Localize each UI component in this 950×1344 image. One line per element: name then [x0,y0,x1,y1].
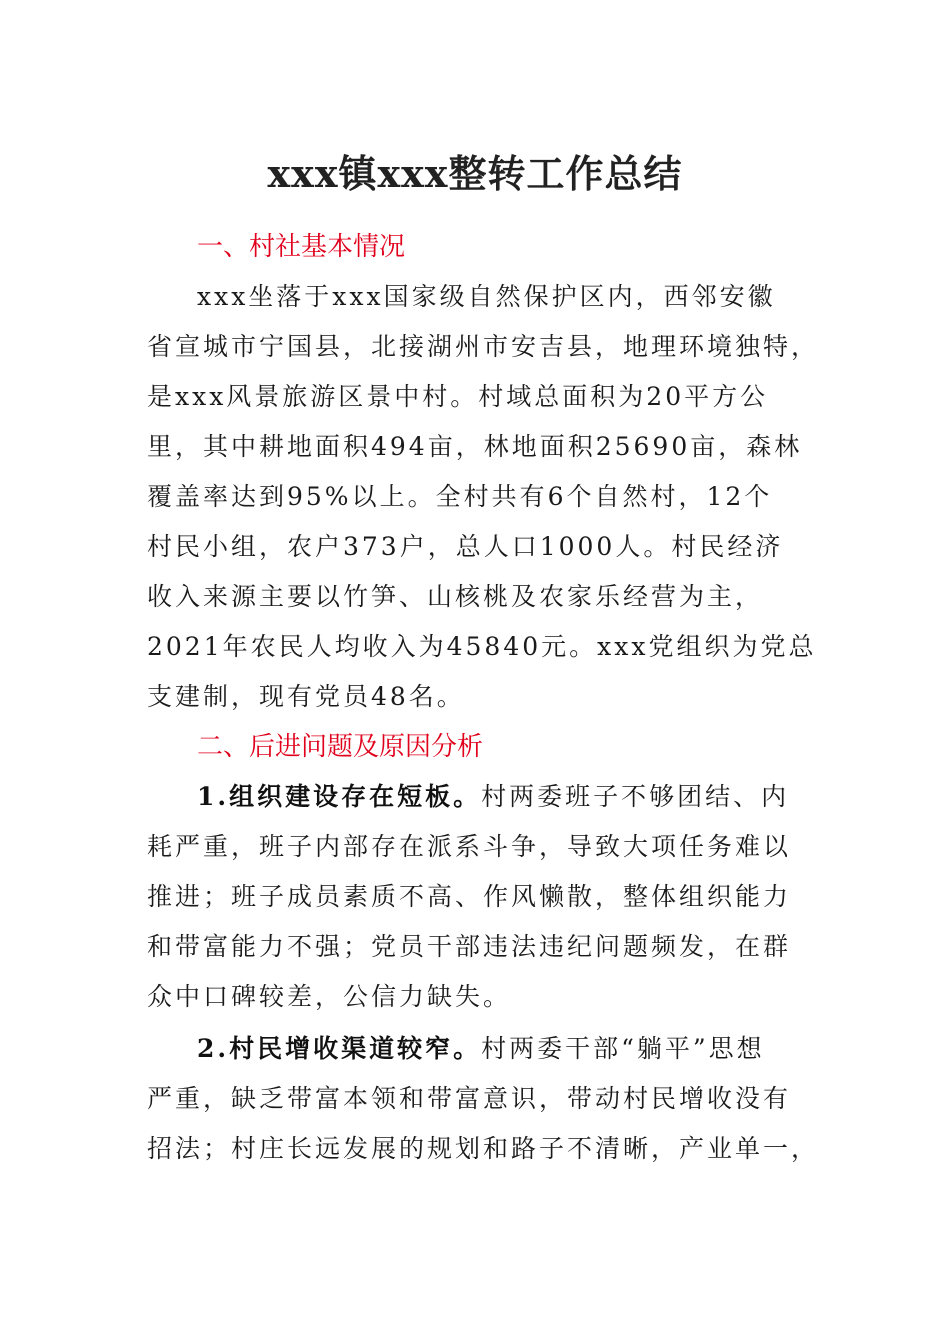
text-line: 招法；村庄长远发展的规划和路子不清晰，产业单一， [147,1134,820,1163]
paragraph-income [147,1024,822,1174]
text-line: 2021年农民人均收入为45840元。xxx党组织为党总 [147,632,817,661]
text-line: 耗严重，班子内部存在派系斗争，导致大项任务难以 [147,832,792,861]
text-line: 村民小组，农户373户，总人口1000人。村民经济 [147,532,784,561]
paragraph-basic-info [147,272,822,722]
text-line: 省宣城市宁国县，北接湖州市安吉县，地理环境独特， [147,332,820,361]
item-lead-income: 2.村民增收渠道较窄。 [197,1034,482,1063]
section-heading-problems: 二、后进问题及原因分析 [197,732,484,762]
text-line: 收入来源主要以竹笋、山核桃及农家乐经营为主， [147,582,764,611]
text-line: 推进；班子成员素质不高、作风懒散，整体组织能力 [147,882,792,911]
text-line [147,1024,822,1074]
item-text: 村两委班子不够团结、内 [481,782,790,811]
text-line: xxx坐落于xxx国家级自然保护区内，西邻安徽 [197,282,776,311]
document-title: xxx镇xxx整转工作总结 [267,151,683,196]
text-line: 支建制，现有党员48名。 [147,682,465,711]
text-line: 覆盖率达到95%以上。全村共有6个自然村，12个 [147,482,773,511]
text-line: 里，其中耕地面积494亩，林地面积25690亩，森林 [147,432,803,461]
section-heading-basic-info: 一、村社基本情况 [197,232,406,262]
text-line: 众中口碑较差，公信力缺失。 [147,982,512,1011]
text-line [147,772,822,822]
item-text: 村两委干部“躺平”思想 [481,1034,765,1063]
text-line: 和带富能力不强；党员干部违法违纪问题频发，在群 [147,932,792,961]
item-lead-organization: 1.组织建设存在短板。 [197,782,482,811]
paragraph-organization [147,772,822,1022]
document-body [147,222,822,1174]
text-line: 是xxx风景旅游区景中村。村域总面积为20平方公 [147,382,769,411]
text-line: 严重，缺乏带富本领和带富意识，带动村民增收没有 [147,1084,792,1113]
